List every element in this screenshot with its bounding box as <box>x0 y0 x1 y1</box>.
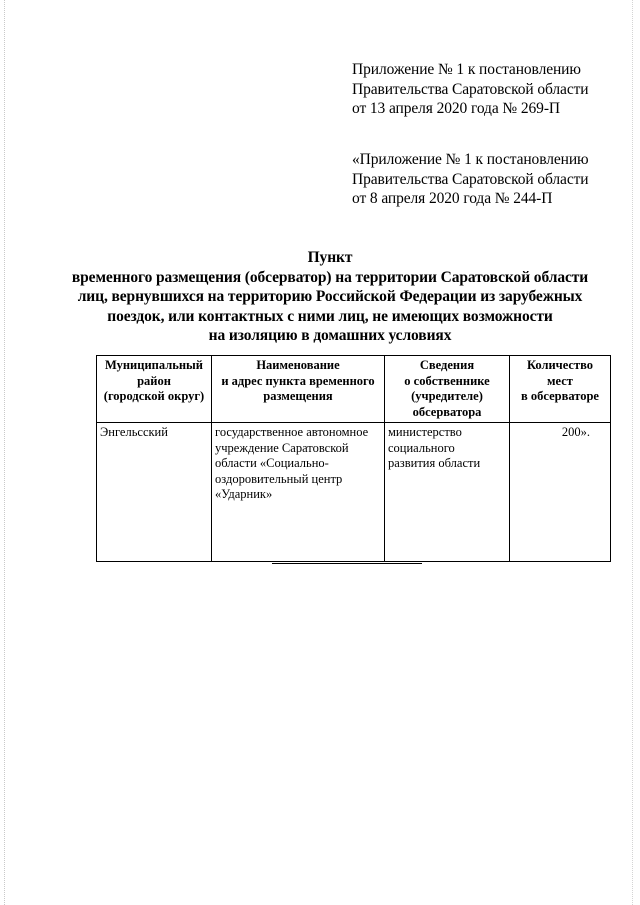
appendix-note-current <box>352 60 622 119</box>
appendix-line: от 13 апреля 2020 года № 269-П <box>352 100 560 117</box>
appendix-line: Правительства Саратовской области <box>352 170 589 188</box>
header-line: о собственнике <box>404 373 490 388</box>
table-header-row <box>97 356 611 423</box>
header-line: мест <box>547 373 573 388</box>
header-line: и адрес пункта временного <box>221 373 375 388</box>
cell-line: учреждение Саратовской <box>215 440 349 455</box>
cell-line: государственное автономное <box>215 425 369 439</box>
title-line: на изоляцию в домашних условиях <box>208 327 452 344</box>
header-line: район <box>137 373 171 388</box>
header-line: Сведения <box>419 358 475 372</box>
table-row <box>97 423 611 562</box>
cell-line: министерство <box>388 425 462 439</box>
header-owner <box>385 356 510 423</box>
scan-edge-right <box>632 0 634 905</box>
cell-line: «Ударник» <box>215 487 273 501</box>
title-line: временного размещения (обсерватор) на территории Саратовской области <box>71 268 589 286</box>
header-line: (учредителе) <box>411 389 483 403</box>
cell-district: Энгельсский <box>97 423 212 562</box>
title-line: Пункт <box>307 249 353 266</box>
cell-line: развития области <box>388 456 481 470</box>
scan-edge-left <box>4 0 6 905</box>
appendix-line: от 8 апреля 2020 года № 244-П <box>352 190 553 207</box>
header-line: обсерватора <box>412 404 482 419</box>
appendix-note-original <box>352 150 622 209</box>
header-line: размещения <box>263 389 333 403</box>
header-capacity <box>510 356 611 423</box>
document-title <box>60 248 600 346</box>
header-name-address <box>212 356 385 423</box>
closing-rule <box>272 563 422 564</box>
header-line: (городской округ) <box>103 389 205 403</box>
header-district <box>97 356 212 423</box>
appendix-line: Приложение № 1 к постановлению <box>352 61 581 78</box>
cell-name-address <box>212 423 385 562</box>
observatory-table <box>96 355 611 562</box>
cell-line: области «Социально- <box>215 456 329 470</box>
cell-line: оздоровительный центр <box>215 471 343 486</box>
title-line: лиц, вернувшихся на территорию Российской Федерации из зарубежных <box>77 288 583 305</box>
title-line: поездок, или контактных с ними лиц, не имеющих возможности <box>107 307 553 325</box>
cell-owner <box>385 423 510 562</box>
header-line: Наименование <box>256 358 340 372</box>
cell-capacity: 200». <box>510 423 611 562</box>
header-line: Количество <box>526 358 594 372</box>
appendix-line: Правительства Саратовской области <box>352 80 589 98</box>
cell-line: социального <box>388 440 455 455</box>
header-line: Муниципальный <box>104 358 204 372</box>
appendix-line: «Приложение № 1 к постановлению <box>352 151 589 168</box>
header-line: в обсерваторе <box>521 389 599 403</box>
